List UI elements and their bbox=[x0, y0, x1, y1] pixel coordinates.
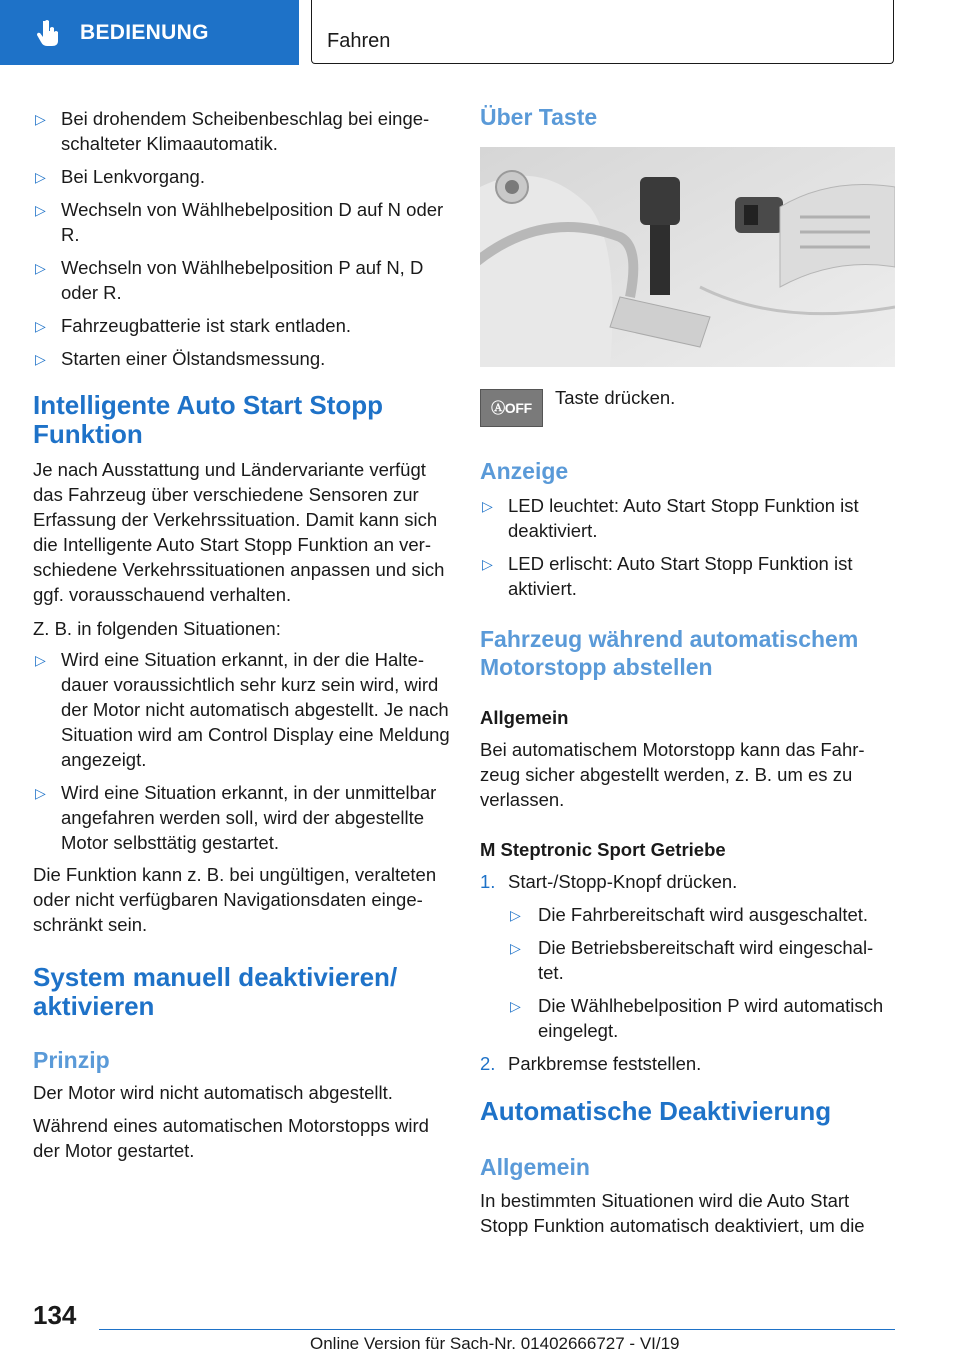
footer-rule bbox=[99, 1329, 895, 1330]
list-item: ▷ LED erlischt: Auto Start Stopp Funktion ist aktiviert. bbox=[482, 553, 853, 599]
triangle-bullet-icon: ▷ bbox=[510, 940, 521, 956]
anzeige-bullets bbox=[480, 493, 898, 609]
heading-ueber-taste: Über Taste bbox=[480, 104, 598, 130]
hand-pointer-icon bbox=[36, 19, 62, 47]
footer-online-version: Online Version für Sach-Nr. 01402666727 - VI/19 bbox=[310, 1334, 680, 1353]
heading-prinzip: Prinzip bbox=[33, 1047, 110, 1073]
step-text: Parkbremse feststellen. bbox=[508, 1053, 702, 1074]
heading-autodeakt: Automatische Deaktivierung bbox=[480, 1096, 832, 1126]
step-text: Start-/Stopp-Knopf drücken. bbox=[508, 871, 738, 892]
triangle-bullet-icon: ▷ bbox=[482, 498, 493, 514]
auto-start-stop-off-button-icon: ⒶOFF bbox=[480, 389, 543, 427]
triangle-bullet-icon: ▷ bbox=[510, 907, 521, 923]
paragraph-prinzip-1: Der Motor wird nicht automatisch abgestellt. bbox=[33, 1082, 393, 1103]
triangle-bullet-icon: ▷ bbox=[35, 202, 46, 218]
paragraph-funktion: Die Funktion kann z. B. bei ungültigen, veralteten oder nicht verfügbaren Navigationsdaten einge‐schränkt sein. bbox=[33, 864, 437, 935]
triangle-bullet-icon: ▷ bbox=[35, 652, 46, 668]
step-item bbox=[480, 869, 898, 1043]
heading-steptronic: M Steptronic Sport Getriebe bbox=[480, 839, 726, 860]
list-item: ▷ Die Betriebsbereitschaft wird eingeschal‐tet. bbox=[510, 937, 874, 983]
list-item: ▷ Fahrzeugbatterie ist stark entladen. bbox=[33, 313, 451, 338]
list-item: ▷ Die Fahrbereitschaft wird ausgeschaltet. bbox=[508, 902, 898, 927]
triangle-bullet-icon: ▷ bbox=[35, 111, 46, 127]
list-item: ▷ Bei Lenkvorgang. bbox=[33, 164, 451, 189]
triangle-bullet-icon: ▷ bbox=[510, 998, 521, 1014]
section-title: BEDIENUNG bbox=[80, 20, 209, 44]
heading-anzeige: Anzeige bbox=[480, 458, 569, 484]
step-number: 1. bbox=[480, 871, 496, 892]
paragraph-examples: Z. B. in folgenden Situationen: bbox=[33, 618, 281, 639]
list-item: ▷ LED leuchtet: Auto Start Stopp Funktion ist deaktiviert. bbox=[482, 495, 859, 541]
steps-list bbox=[480, 869, 898, 1076]
list-item: ▷ Wechseln von Wählhebelposition D auf N oder R. bbox=[35, 199, 444, 245]
heading-intelligent: Intelligente Auto Start Stopp Funktion bbox=[33, 390, 384, 449]
chapter-box bbox=[311, 0, 894, 64]
paragraph-taste: Taste drücken. bbox=[555, 387, 676, 408]
list-item: ▷ Bei drohendem Scheibenbeschlag bei einge‐schalteter Klimaautomatik. bbox=[35, 108, 430, 154]
list-item: ▷ Starten einer Ölstandsmessung. bbox=[33, 346, 451, 371]
triangle-bullet-icon: ▷ bbox=[35, 169, 46, 185]
triangle-bullet-icon: ▷ bbox=[35, 318, 46, 334]
list-item: ▷ Wechseln von Wählhebelposition P auf N, D oder R. bbox=[35, 257, 424, 303]
triangle-bullet-icon: ▷ bbox=[35, 260, 46, 276]
list-item: ▷ Die Wählhebelposition P wird automatisch eingelegt. bbox=[510, 995, 884, 1041]
cockpit-photo bbox=[480, 147, 895, 367]
triangle-bullet-icon: ▷ bbox=[35, 351, 46, 367]
triangle-bullet-icon: ▷ bbox=[35, 785, 46, 801]
left-bullets-1 bbox=[33, 106, 451, 379]
paragraph-allgemein-2: In bestimmten Situationen wird die Auto Start Stopp Funktion automatisch deaktiviert, um die bbox=[480, 1190, 865, 1236]
step-item bbox=[480, 1051, 898, 1076]
heading-allgemein-1: Allgemein bbox=[480, 707, 569, 728]
paragraph-prinzip-2: Während eines automatischen Motorstopps wird der Motor gestartet. bbox=[33, 1115, 429, 1161]
heading-system: System manuell deaktivieren/ aktivieren bbox=[33, 962, 398, 1021]
section-tab bbox=[0, 0, 299, 65]
paragraph-allgemein-1: Bei automatischem Motorstopp kann das Fahr‐zeug sicher abgestellt werden, z. B. um es zu verlassen. bbox=[480, 739, 865, 810]
list-item: ▷ Wird eine Situation erkannt, in der die Halte‐dauer voraussichtlich sehr kurz sein wird, wird der Motor nicht automatisch abgestellt. Je nach Situation wird am Control Display eine Meldung angezeigt. bbox=[35, 649, 450, 770]
left-bullets-2 bbox=[33, 647, 451, 863]
step-number: 2. bbox=[480, 1053, 496, 1074]
chapter-title: Fahren bbox=[327, 30, 391, 52]
heading-allgemein-2: Allgemein bbox=[480, 1154, 590, 1180]
triangle-bullet-icon: ▷ bbox=[482, 556, 493, 572]
list-item: ▷ Wird eine Situation erkannt, in der unmittelbar angefahren werden soll, wird der abgestellte Motor selbsttätig gestartet. bbox=[35, 782, 437, 853]
page-number: 134 bbox=[33, 1300, 77, 1330]
paragraph-intelligent: Je nach Ausstattung und Ländervariante verfügt das Fahrzeug über verschiedene Sensoren zur Erfassung der Verkehrssituation. Damit kann sich die Intelligente Auto Start Stopp Funktion an ver‐schiedene Verkehrssituationen anpassen und sich ggf. vorausschauend verhalten. bbox=[33, 459, 445, 605]
heading-fahrzeug: Fahrzeug während automatischem Motorstopp abstellen bbox=[480, 626, 859, 680]
